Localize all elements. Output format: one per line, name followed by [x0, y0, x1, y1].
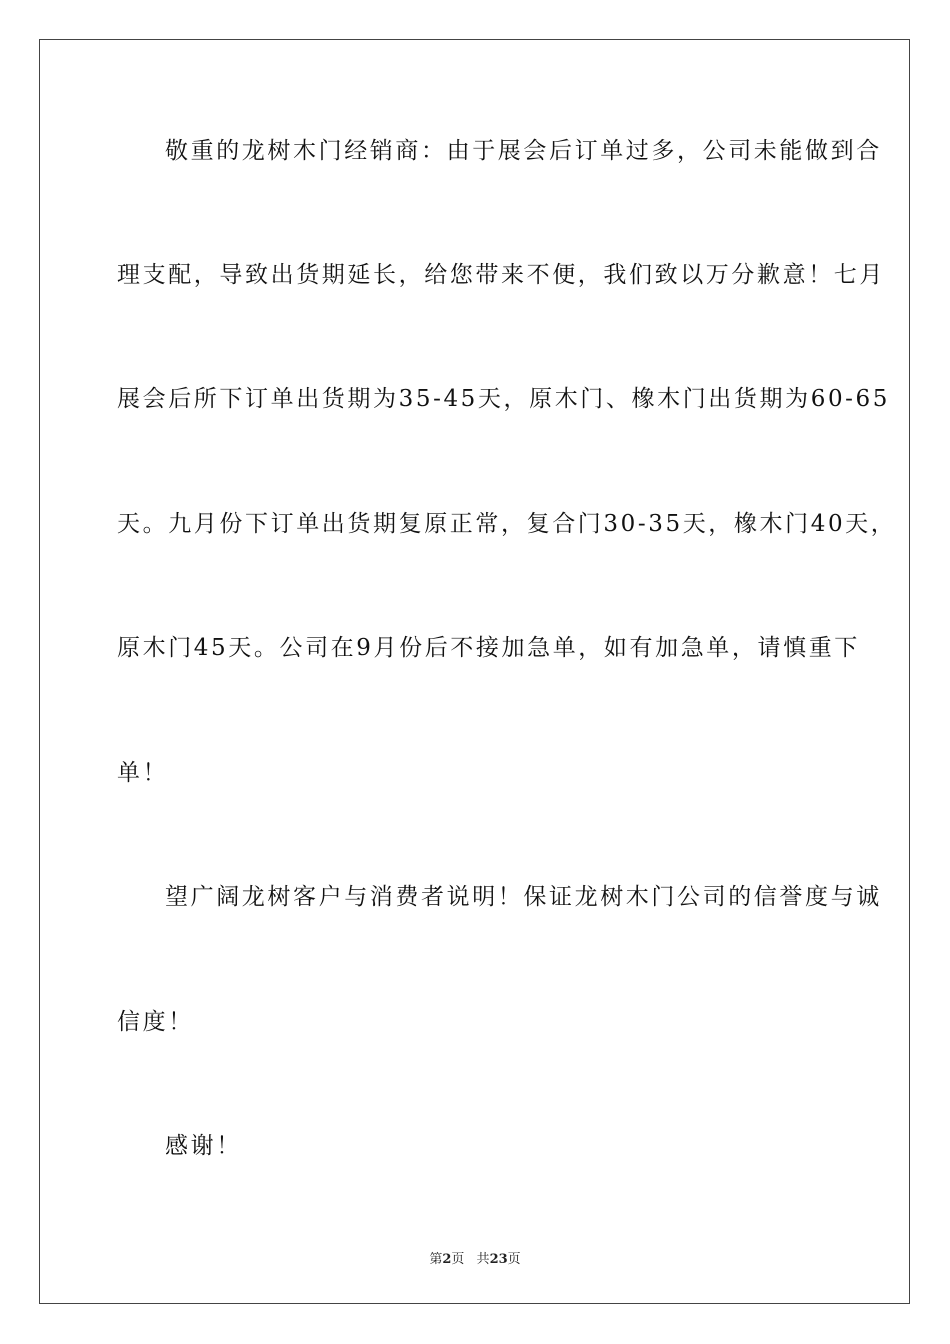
paragraph-line-8: 信度！ [117, 1009, 194, 1035]
paragraph-line-1: 敬重的龙树木门经销商：由于展会后订单过多，公司未能做到合 [165, 138, 882, 164]
page-footer [0, 1248, 950, 1267]
paragraph-line-3: 展会后所下订单出货期为35-45天，原木门、橡木门出货期为60-65 [117, 386, 891, 412]
paragraph-line-2: 理支配，导致出货期延长，给您带来不便，我们致以万分歉意！七月 [117, 262, 885, 288]
page-indicator: 第2页 [429, 1252, 465, 1267]
closing-thanks: 感谢！ [165, 1133, 242, 1159]
paragraph-line-4: 天。九月份下订单出货期复原正常，复合门30-35天，橡木门40天， [117, 511, 897, 537]
paragraph-line-6: 单！ [117, 760, 169, 786]
page-border [39, 39, 910, 1304]
paragraph-line-7: 望广阔龙树客户与消费者说明！保证龙树木门公司的信誉度与诚 [165, 884, 882, 910]
total-pages-indicator: 共23页 [476, 1252, 521, 1267]
paragraph-line-5: 原木门45天。公司在9月份后不接加急单，如有加急单，请慎重下 [117, 635, 860, 661]
